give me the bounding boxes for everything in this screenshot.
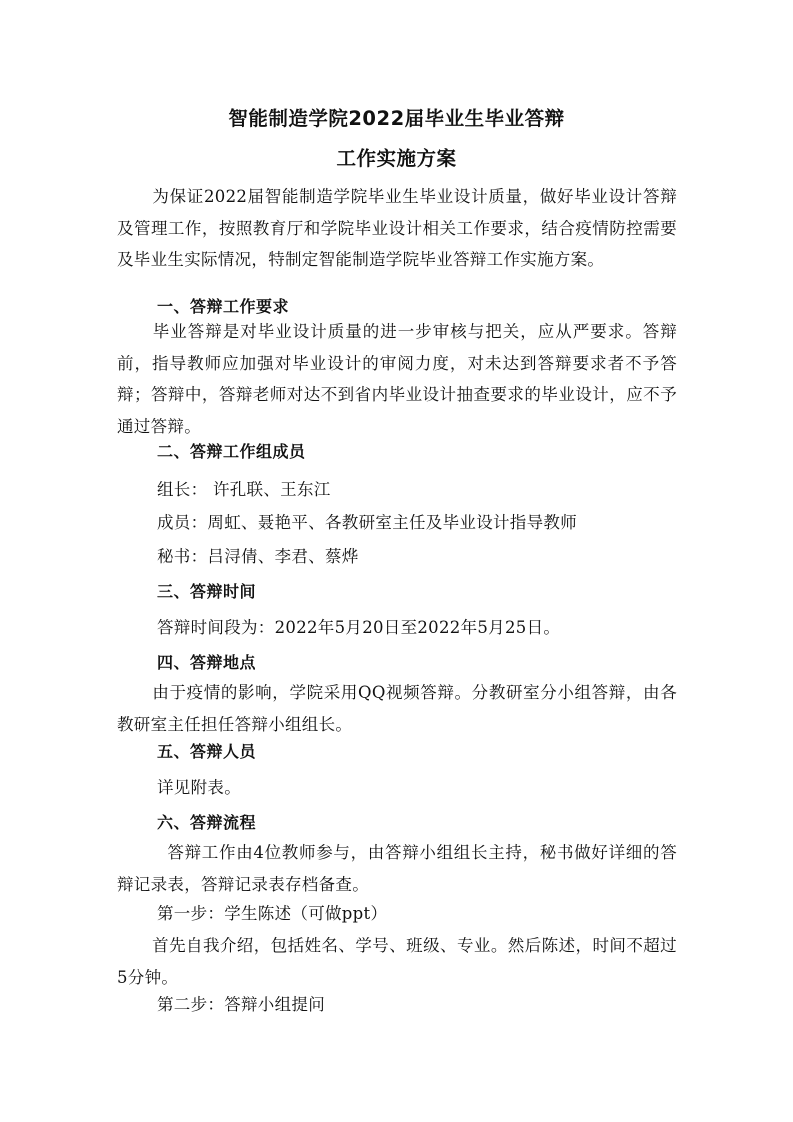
step-1-text: 首先自我介绍，包括姓名、学号、班级、专业。然后陈述，时间不超过5分钟。 xyxy=(117,936,677,987)
group-members-line: 成员：周虹、聂艳平、各教研室主任及毕业设计指导教师 xyxy=(157,513,577,532)
section-1-text: 毕业答辩是对毕业设计质量的进一步审核与把关，应从严要求。答辩前，指导教师应加强对毕业设计的审阅力度，对未达到答辩要求者不予答辩；答辩中，答辩老师对达不到省内毕业设计抽查要求的毕业设计，应不予通过答辩。 xyxy=(117,322,677,436)
defense-time-line: 答辩时间段为：2022年5月20日至2022年5月25日。 xyxy=(157,618,561,637)
section-6-paragraph xyxy=(117,837,677,900)
group-leader-line: 组长： 许孔联、王东江 xyxy=(157,480,331,499)
section-4-heading: 四、答辩地点 xyxy=(157,653,257,672)
group-secretary-line: 秘书：吕浔倩、李君、蔡烨 xyxy=(157,547,359,566)
step-2-title: 第二步：答辩小组提问 xyxy=(157,995,325,1014)
section-4-paragraph xyxy=(117,677,677,740)
intro-paragraph xyxy=(117,181,677,276)
step-1-paragraph xyxy=(117,930,677,993)
document-title-line1: 智能制造学院2022届毕业生毕业答辩 xyxy=(228,107,565,130)
section-1-paragraph xyxy=(117,316,677,442)
section-6-heading: 六、答辩流程 xyxy=(157,813,257,832)
section-1-heading: 一、答辩工作要求 xyxy=(157,297,290,316)
section-6-text: 答辩工作由4位教师参与，由答辩小组组长主持，秘书做好详细的答辩记录表，答辩记录表存档备查。 xyxy=(117,843,677,894)
section-4-text: 由于疫情的影响，学院采用QQ视频答辩。分教研室分小组答辩，由各教研室主任担任答辩小组组长。 xyxy=(117,683,677,734)
step-1-title: 第一步：学生陈述（可做ppt） xyxy=(157,904,388,923)
section-5-text: 详见附表。 xyxy=(157,778,241,797)
section-5-heading: 五、答辩人员 xyxy=(157,742,257,761)
document-title-line2: 工作实施方案 xyxy=(336,147,457,170)
intro-text: 为保证2022届智能制造学院毕业生毕业设计质量，做好毕业设计答辩及管理工作，按照教育厅和学院毕业设计相关工作要求，结合疫情防控需要及毕业生实际情况，特制定智能制造学院毕业答辩工作实施方案。 xyxy=(117,187,677,269)
section-3-heading: 三、答辩时间 xyxy=(157,582,257,601)
section-2-heading: 二、答辩工作组成员 xyxy=(157,442,306,461)
